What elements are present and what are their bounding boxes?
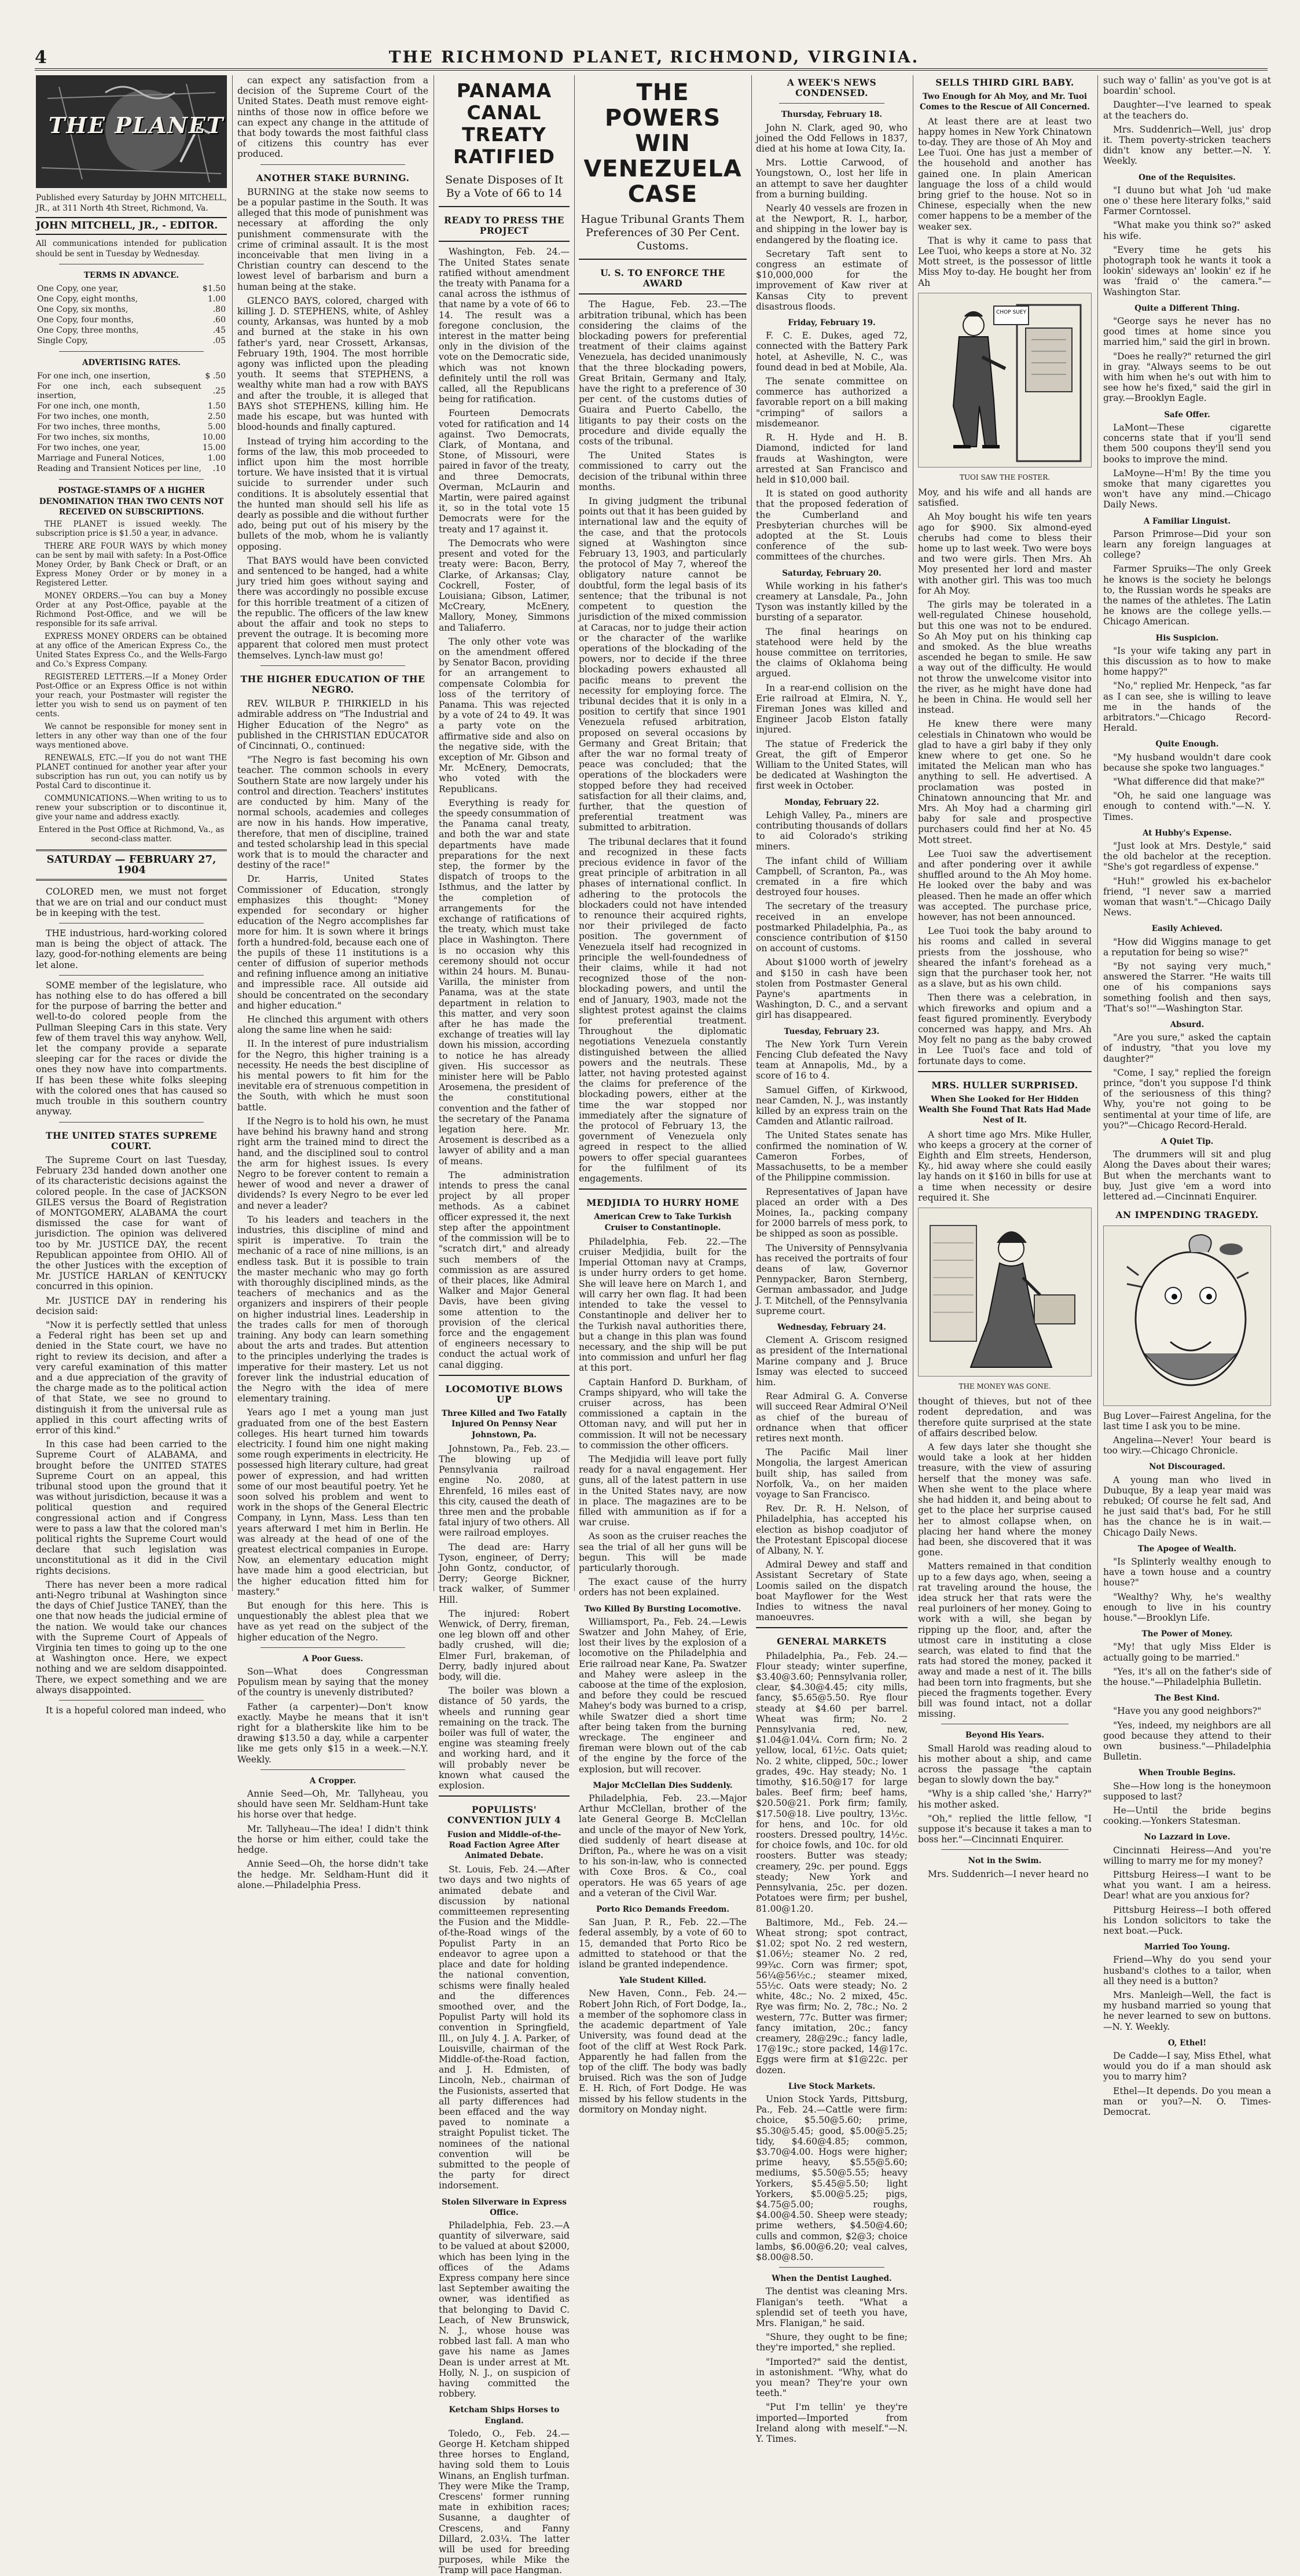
rate-row	[37, 382, 226, 400]
column-5	[756, 75, 908, 2445]
rate-value: .05	[212, 336, 226, 346]
joke-heading: No Lazzard in Love.	[1144, 1832, 1231, 1842]
rate-row	[37, 326, 226, 335]
article-paragraph: Mr. JUSTICE DAY in rendering his decision said:	[36, 1295, 227, 1316]
news-item: About $1000 worth of jewelry and $150 in cash have been stolen from Postmaster General Payne's apartments in Washington, D. C., and a servant girl has disappeared.	[756, 957, 908, 1021]
rate-label: One Copy, six months,	[37, 305, 128, 315]
rate-label: One Copy, four months,	[37, 315, 134, 325]
joke-heading: Not Discouraged.	[1149, 1462, 1225, 1472]
joke-heading: The Power of Money.	[1141, 1629, 1233, 1639]
newspaper-location: RICHMOND, VIRGINIA.	[670, 47, 920, 67]
joke-heading: A Quiet Tip.	[1161, 1137, 1214, 1147]
article-paragraph: The only other vote was on the amendment offered by Senator Bacon, providing for an arrangement to compensate Colombia for loss of the territory of Panama. This was rejected by a vote of 24 to 49. It was a party vote on the affirmative side and also on the negative side, with the exception of Mr. Gibson and Mr. McEnery, Democrats, who voted with the Republicans.	[439, 636, 570, 794]
article-heading: Live Stock Markets.	[788, 2081, 876, 2091]
article-paragraph: Son—What does Congressman Populism mean by saying that the money of the country is unevenly distributed?	[237, 1666, 428, 1698]
news-item: The New York Turn Verein Fencing Club defeated the Navy team at Annapolis, Md., by a score of 16 to 4.	[756, 1039, 908, 1081]
joke-heading: When Trouble Begins.	[1139, 1768, 1236, 1778]
joke-line: De Cadde—I say, Miss Ethel, what would you do if a man should ask you to marry him?	[1103, 2051, 1271, 2082]
rate-value: 1.50	[207, 402, 226, 411]
article-paragraph: Moy, and his wife and all hands are satisfied.	[918, 487, 1092, 509]
rate-value: 15.00	[202, 443, 226, 453]
news-item: The final hearings on statehood were held by the house committee on territories, the claims of Oklahoma being argued.	[756, 626, 908, 679]
article-paragraph: The exact cause of the hurry orders has not been explained.	[579, 1577, 747, 1598]
article-paragraph: Mrs. Suddenrich—I never heard no	[928, 1868, 1089, 1879]
article-subheading: Three Killed and Two Fatally Injured On Pennsy Near Johnstown, Pa.	[442, 1409, 567, 1440]
article-paragraph: Lee Tuoi saw the advertisement and after pondering over it awhile shuffled around to the Ah Moy home. He looked over the baby and was pleased. Then he made an offer which was accepted. The purchase price, however, has not been announced.	[918, 848, 1092, 922]
news-item: Representatives of Japan have placed an order with a Des Moines, Ia., packing company for 2000 barrels of mess pork, to be shipped as soon as possible.	[756, 1186, 908, 1239]
joke-line: Parson Primrose—Did your son learn any foreign languages at college?	[1103, 528, 1271, 561]
rate-label: One Copy, three months,	[37, 326, 139, 336]
joke-line: The drummers will sit and plug Along the Daves about their wares; But when the merchants want to buy, Just give 'em a word into lettered ad.—Cincinnati Enquirer.	[1103, 1149, 1271, 1202]
article-paragraph: Daughter—I've learned to speak at the teachers do.	[1103, 100, 1271, 121]
article-paragraph: New Haven, Conn., Feb. 24.—Robert John Rich, of Fort Dodge, Ia., a member of the sophomore class in the academic department of Yale University, was found dead at the foot of the cliff at West Rock Park. Apparently he had fallen from the top of the cliff. The body was badly bruised. Rich was the son of Judge E. H. Rich, of Fort Dodge. He was missed by his fellow students in the dormitory on Monday night.	[579, 1988, 747, 2115]
article-heading: POPULISTS' CONVENTION JULY 4	[447, 1804, 561, 1826]
date-subheading: Wednesday, February 24.	[777, 1322, 886, 1332]
article-subheading: American Crew to Take Turkish Cruiser to Constantinople.	[594, 1212, 732, 1232]
article-paragraph: II. In the interest of pure industrialism for the Negro, this higher training is a necessity. He needs the best discipline of his mental powers to fit him for the inevitable era of strenuous competition in the South, with which he must soon battle.	[237, 1039, 428, 1113]
news-item: In a rear-end collision on the Erie railroad at Elmira, N. Y., Fireman Jones was killed and Engineer Jacob Elston fatally injured.	[756, 682, 908, 735]
article-heading: MEDJIDIA TO HURRY HOME	[586, 1197, 739, 1209]
article-paragraph: such way o' fallin' as you've got is at boardin' school.	[1103, 75, 1271, 97]
article-subheading: When She Looked for Her Hidden Wealth She Found That Rats Had Made Nest of It.	[919, 1095, 1091, 1125]
rate-value: 2.50	[207, 412, 226, 422]
joke-heading: The Best Kind.	[1154, 1694, 1220, 1703]
joke-line: "Wealthy? Why, he's wealthy enough to live in his country house."—Brooklyn Life.	[1103, 1591, 1271, 1623]
rate-value: .80	[212, 305, 226, 315]
rate-label: One Copy, eight months,	[37, 295, 138, 304]
rate-value: .45	[212, 326, 226, 336]
column-rule	[574, 75, 575, 1591]
notice: COMMUNICATIONS.—When writing to us to renew your subscription or to discontinue it, give your name and address exactly.	[36, 794, 227, 822]
article-paragraph: In giving judgment the tribunal points out that it has been guided by international law and the equity of the case, and that the protocols signed at Washington since February 13, 1903, and particularly the protocol of May 7, whereof the obligatory nature cannot be doubtful, form the legal basis of its sentence; that the tribunal is not competent to question the jurisdiction of the mixed commission at Caracas, nor to judge their action or the character of the warlike operations of the blockading of the powers, nor to decide if the three blockading powers exhausted all pacific means to prevent the necessity for employing force. The tribunal decides that it is only in a position to certify that since 1901 Venezuela refused arbitration, proposed on several occasions by Germany and Great Britain; that after the war no formal treaty of peace was concluded; that the operations of the blockaders were stopped before they had received satisfaction for all their claims, and, further, that the question of preferential treatment was submitted to arbitration.	[579, 496, 747, 833]
joke-line: "My! that ugly Miss Elder is actually going to be married."	[1103, 1642, 1271, 1663]
masthead	[35, 45, 1268, 71]
joke-line: She—How long is the honeymoon supposed to last?	[1103, 1780, 1271, 1802]
joke-line: "Yes, it's all on the father's side of the house."—Philadelphia Bulletin.	[1103, 1666, 1271, 1687]
joke-line: "What make you think so?" asked his wife.	[1103, 220, 1271, 241]
date-subheading: Saturday, February 20.	[782, 568, 882, 578]
news-item: The secretary of the treasury received in an envelope postmarked Philadelphia, Pa., as conscience contribution of $150 on account of customs.	[756, 901, 908, 954]
article-paragraph: St. Louis, Feb. 24.—After two days and two nights of animated debate and discussion by national committeemen representing the Fusion and the Middle-of-the-Road wings of the Populist Party in an endeavor to agree upon a place and date for holding the national convention, schisms were finally healed and the differences smoothed over, and the Populist Party will hold its convention in Springfield, Ill., on July 4. J. A. Parker, of Louisville, chairman of the Middle-of-the-Road faction, and J. H. Edmisten, of Lincoln, Neb., chairman of the Fusionists, asserted that all party differences had been effaced and the way paved to nominate a straight Populist ticket. The nominees of the national convention will be submitted to the people of the party for direct indorsement.	[439, 1864, 570, 2191]
article-paragraph: GLENCO BAYS, colored, charged with killing J. D. STEPHENS, white, of Ashley county, Arkansas, was hunted by a mob and burned at the stake in his own father's yard, near Crossett, Arkansas, February 19th, 1904. The most horrible agony was inflicted upon the pleading youth. It seems that STEPHENS, a wealthy white man had a row with BAYS and after the trouble, it is alleged that BAYS shot STEPHENS, killing him. He made his escape, but was hunted with blood-hounds and finally captured.	[237, 295, 428, 433]
article-paragraph: Lee Tuoi took the baby around to his rooms and called in several priests from the josshouse, who sheared the infant's forehead as a sign that the purchaser took her, not as a slave, but as his own child.	[918, 926, 1092, 989]
rate-row	[37, 454, 226, 463]
headline: THE POWERS WIN VENEZUELA CASE	[583, 79, 742, 208]
news-item: R. H. Hyde and H. B. Diamond, indicted for land frauds at Washington, were arrested at San Francisco and held in $10,000 bail.	[756, 432, 908, 485]
joke-line: "I duuno but what Joh 'ud make one o' these here literary folks," said Farmer Corntossel.	[1103, 185, 1271, 217]
terms-heading: TERMS IN ADVANCE.	[83, 271, 179, 281]
rate-row	[37, 371, 226, 381]
article-heading: SELLS THIRD GIRL BABY.	[935, 77, 1074, 88]
rate-value: 1.00	[207, 295, 226, 304]
article-paragraph: The tribunal declares that it found and recognized in these facts precious evidence in favor of the great principle of arbitration in all phases of international conflict. In adhering to the protocols the blockaders could not have intended to renounce their acquired rights, nor their privileged de facto position. The government of Venezuela itself had recognized in principle the well-foundedness of their claims, while it had not recognized those of the non-blockading powers, and until the end of January, 1903, made not the slightest protest against the claims for preferential treatment. Throughout the diplomatic negotiations Venezuela constantly distinguished between the allied powers and the neutrals. These latter, not having protested against the claims for preference of the blockading powers, either at the time the war stopped nor immediately after the signature of the protocol of February 13, the government of Venezuela only agreed in respect to the allied powers to offer special guarantees for the fulfilment of its engagements.	[579, 836, 747, 1184]
column-6	[918, 75, 1092, 1879]
joke-line: "Huh!" growled his ex-bachelor friend, "I never saw a married woman that wasn't."—Chicago Daily News.	[1103, 875, 1271, 918]
article-heading: A Cropper.	[309, 1776, 357, 1786]
notice: EXPRESS MONEY ORDERS can be obtained at any office of the American Express Co., the United States Express Co., and the Wells-Fargo and Co.'s Express Company.	[36, 632, 227, 669]
news-item: The University of Pennsylvania has received the portraits of four deans of law, Governor Pennypacker, Baron Sternberg, German ambassador, and Judge J. T. Mitchell, of the Pennsylvania supreme court.	[756, 1242, 908, 1316]
article-paragraph: Then there was a celebration, in which fireworks and opium and a feast figured prominently. Everybody concerned was happy, and Mrs. Ah Moy felt no pang as the baby crowed in Lee Tuoi's face and told of fortunate days to come.	[918, 992, 1092, 1066]
article-paragraph: Williamsport, Pa., Feb. 24.—Lewis Swatzer and John Mahey, of Erie, lost their lives by the explosion of a locomotive on the Philadelphia and Erie railroad near Kane, Pa. Swatzer and Mahey were asleep in the caboose at the time of the explosion, and before they could be rescued Mahey's body was burned to a crisp, while Swatzer died a short time after being taken from the burning wreckage. The engineer and fireman were blown out of the cab of the engine by the force of the explosion, but will recover.	[579, 1616, 747, 1775]
article-paragraph: REV. WILBUR P. THIRKIELD in his admirable address on "The Industrial and Higher Education of the Negro" as published in the CHRISTIAN EDUCATOR of Cincinnati, O., continued:	[237, 698, 428, 751]
article-paragraph: There has never been a more radical anti-Negro tribunal at Washington since the days of Chief Justice TANEY, than the one that now heads the judicial ermine of the nation. We would take our chances with the Supreme Court of Appeals of Virginia ten times to going up to the one at Washington once. Here, we expect nothing and we are seldom disappointed. There, we expect something and we are always disappointed.	[36, 1579, 227, 1695]
headline-deck: Senate Disposes of It By a Vote of 66 to 14	[445, 174, 563, 200]
rate-label: For two inches, three months,	[37, 422, 161, 432]
joke-line: A young man who lived in Dubuque, By a leap year maid was rebuked; Of course he felt sad, And he just said that's bad, For he still has the chance he is in wait.—Chicago Daily News.	[1103, 1474, 1271, 1538]
article-paragraph: A short time ago Mrs. Mike Huller, who keeps a grocery at the corner of Eighth and Elm streets, Henderson, Ky., hid away where she could easily lay hands on it $160 in bills for use at a time when necessity or desire required it. She	[918, 1129, 1092, 1203]
article-paragraph: "Oh," replied the little fellow, "I suppose it's because it takes a man to boss her."—Cincinnati Enquirer.	[918, 1813, 1092, 1845]
notice: REGISTERED LETTERS.—If a Money Order Post-Office or an Express Office is not within your reach, your Postmaster will register the letter you wish to send us on payment of ten cents.	[36, 672, 227, 719]
rate-row	[37, 422, 226, 432]
article-paragraph: Philadelphia, Feb. 23.—A quantity of silverware, said to be valued at about $2000, which has been lying in the offices of the Adams Express company here since last September awaiting the owner, was identified as that belonging to David C. Leach, of New Brunswick, N. J., whose house was robbed last fall. A man who gave his name as James Dean is under arrest at Mt. Holly, N. J., on suspicion of having committed the robbery.	[439, 2220, 570, 2400]
article-paragraph: Small Harold was reading aloud to his mother about a ship, and came across the passage "the captain began to slowly down the bay."	[918, 1743, 1092, 1786]
article-paragraph: "Why is a ship called 'she,' Harry?" his mother asked.	[918, 1789, 1092, 1810]
joke-line: Mrs. Manleigh—Well, the fact is my husband married so young that he never learned to sew on buttons.—N. Y. Weekly.	[1103, 1990, 1271, 2032]
joke-line: "Yes, indeed, my neighbors are all good because they attend to their own business."—Philadelphia Bulletin.	[1103, 1720, 1271, 1762]
rate-label: For one inch, one month,	[37, 402, 140, 411]
illustration-huller	[918, 1208, 1092, 1377]
article-paragraph: Matters remained in that condition up to a few days ago, when, seeing a rat traveling around the house, the idea struck her that rats were the real purloiners of her money. Going to work with a will, she began by ripping up the floor, and, after the utmost care in instituting a close search, was elated to find that the rats had stored the money, packed it away and made a nest of it. The bills had been torn into fragments, but she pieced the fragments together. Every bill was found intact, not a dollar missing.	[918, 1561, 1092, 1720]
joke-line: "Is Splinterly wealthy enough to have a town house and a country house?"	[1103, 1556, 1271, 1588]
article-paragraph: Ah Moy bought his wife ten years ago for $900. Six almond-eyed cherubs had come to bless their home up to last week. Two were boys and two were girls. Then Mrs. Ah Moy presented her lord and master with another girl. This was too much for Ah Moy.	[918, 511, 1092, 596]
joke-heading: Quite Enough.	[1155, 739, 1219, 749]
article-paragraph: The Hague, Feb. 23.—The arbitration tribunal, which has been considering the claims of the blockading powers for preferential treatment of their claims against Venezuela, has decided unanimously that the three blockading powers, Great Britain, Germany and Italy, have the right to a preference of 30 per cent. of the customs duties of Guaira and Puerto Cabello, the litigants to pay their costs on the procedure and divide equally the costs of the tribunal.	[579, 299, 747, 447]
news-item: The statue of Frederick the Great, the gift of Emperor William to the United States, will be dedicated at Washington the first week in October.	[756, 738, 908, 792]
rate-label: One Copy, one year,	[37, 284, 119, 294]
article-paragraph: Father (a carpenter)—Don't know exactly. Maybe he means that it isn't right for a blatherskite like him to be drawing $13.50 a day, while a carpenter like me gets only $15 in a week.—N.Y. Weekly.	[237, 1701, 428, 1765]
news-item: Nearly 40 vessels are frozen in at the Newport, R. I., harbor, and shipping in the lower bay is endangered by the floating ice.	[756, 203, 908, 245]
rate-label: Marriage and Funeral Notices,	[37, 454, 164, 463]
article-paragraph: The Democrats who were present and voted for the treaty were: Bacon, Berry, Clarke, of Arkansas; Clay, Cockrell, Foster, of Louisiana; Gibson, Latimer, McCreary, McEnery, Mallory, Money, Simmons and Taliaferro.	[439, 538, 570, 633]
article-paragraph: It is a hopeful colored man indeed, who	[46, 1705, 226, 1716]
planet-logo	[36, 75, 227, 188]
illustration-caption: TUOI SAW THE FOSTER.	[959, 473, 1051, 481]
rate-row	[37, 315, 226, 325]
date-subheading: Friday, February 19.	[788, 318, 876, 328]
article-paragraph: Captain Hanford D. Burkham, of Cramps shipyard, who will take the cruiser across, has been commissioned a captain in the Ottoman navy, and will put her in commission. It will not be necessary to commission the other officers.	[579, 1377, 747, 1451]
news-item: F. C. E. Dukes, aged 72, connected with the Battery Park hotel, at Asheville, N. C., was found dead in bed at Mobile, Ala.	[756, 330, 908, 373]
joke-line: Pittsburg Heiress—I want to be what you want. I am a heiress. Dear! what are you anxious for?	[1103, 1870, 1271, 1901]
joke-line: "Is your wife taking any part in this discussion as to how to make home happy?"	[1103, 645, 1271, 678]
rate-row	[37, 284, 226, 293]
joke-heading: The Apogee of Wealth.	[1137, 1544, 1237, 1554]
article-paragraph: The girls may be tolerated in a well-regulated Chinese household, but this one was not to be endured. So Ah Moy put on his thinking cap and smoked. As the blue wreaths ascended he began to smile. He saw a way out of the difficulty. He would not throw the unwelcome visitor into the river, as he might have done had he been in China. He would sell her instead.	[918, 599, 1092, 716]
rate-value: .60	[212, 315, 226, 325]
joke-line: LaMont—These cigarette concerns state that if you'll send them 500 coupons they'll send you books to improve the mind.	[1103, 422, 1271, 465]
article-paragraph: The Medjidia will leave port fully ready for a naval engagement. Her guns, all of the latest pattern in use in the United States navy, are now in place. The magazines are to be filled with ammunition as if for a war cruise.	[579, 1453, 747, 1528]
column-2	[237, 75, 429, 1890]
advertising-table	[36, 370, 227, 474]
joke-line: He—Until the bride begins cooking.—Yonkers Statesman.	[1103, 1805, 1271, 1827]
date-subheading: Tuesday, February 23.	[784, 1026, 880, 1036]
shop-sign-text: CHOP SUEY	[996, 309, 1026, 315]
article-paragraph: Annie Seed—Oh, the horse didn't take the hedge. Mr. Seldham-Hunt did it alone.—Philadelphia Press.	[237, 1859, 428, 1890]
article-paragraph: The United States is commissioned to carry out the decision of the tribunal within three months.	[579, 450, 747, 492]
joke-line: "How did Wiggins manage to get a reputation for being so wise?"	[1103, 936, 1271, 958]
editorial-paragraph: SOME member of the legislature, who has nothing else to do has offered a bill for the purpose of barring the better and well-to-do colored people from the Pullman Sleeping Cars in this state. Very few of them travel this way anyhow. Well, let the company provide a separate sleeping car for the races or divide the ones they now have into compartments. If has been these white folks sleeping with the colored ones that has caused so much trouble in this southern country anyway.	[36, 980, 227, 1117]
rate-value: 5.00	[207, 422, 226, 432]
joke-heading: His Suspicion.	[1155, 633, 1219, 643]
article-paragraph: The Supreme Court on last Tuesday, February 23d handed down another one of its characteristic decisions against the colored people. In the case of JACKSON GILES versus the Board of Registration of MONTGOMERY, ALABAMA the court dismissed the case for want of jurisdiction. The opinion was delivered too by Mr. JUSTICE DAY, the recent Republican appointee from OHIO. All of the other Justices with the exception of Mr. JUSTICE HARLAN of KENTUCKY concurred in this opinion.	[36, 1154, 227, 1292]
news-item: Admiral Dewey and staff and Assistant Secretary of State Loomis sailed on the dispatch boat Mayflower for the West Indies to witness the naval manoeuvres.	[756, 1559, 908, 1623]
news-item: The Pacific Mail liner Mongolia, the largest American built ship, has sailed from Norfolk, Va., on her maiden voyage to San Francisco.	[756, 1447, 908, 1500]
article-heading: Two Killed By Bursting Locomotive.	[584, 1604, 741, 1614]
rate-row	[37, 305, 226, 314]
market-report: Philadelphia, Pa., Feb. 24.—Flour steady; winter superfine, $3.40@3.60; Pennsylvania roller, clear, $4.30@4.45; city mills, fancy, $5.65@5.50. Rye flour steady at $4.60 per barrel. Wheat was firm; No. 2 Pennsylvania red, new, $1.04@1.04¼. Corn firm; No. 2 yellow, local, 61½c. Oats quiet; No. 2 white, clipped, 50c.; lower grades, 49c. Hay steady; No. 1 timothy, $16.50@17 for large bales. Beef firm; beef hams, $20.50@21. Pork firm; family, $17.50@18. Live poultry, 13½c. for hens, and 10c. for old roosters. Dressed poultry, 14½c. for choice fowls, and 10c. for old roosters. Butter was steady; creamery, 29c. per pound. Eggs steady; New York and Pennsylvania, 25c. per dozen. Potatoes were firm; per bushel, 81.00@1.20.	[756, 1650, 908, 1914]
rate-label: For one inch, each subsequent insertion,	[37, 382, 201, 401]
joke-line: Angelina—Never! Your beard is too wiry.—Chicago Chronicle.	[1103, 1434, 1271, 1456]
chinatown-illustration-icon	[919, 293, 1091, 467]
joke-line: "Every time he gets his photograph took he wants it took a lookin' sideways an' lookin' ez if he was 'fraid o' the camera."—Washington Star.	[1103, 244, 1271, 297]
rate-row	[37, 295, 226, 304]
article-paragraph: The injured: Robert Wenwick, of Derry, fireman, one leg blown off and other badly crushed, will die; Elmer Furl, brakeman, of Derry, badly injured about body, will die.	[439, 1608, 570, 1683]
article-paragraph: The dead are: Harry Tyson, engineer, of Derry; John Gontz, conductor, of Derry; George Bickner, track walker, of Summer Hill.	[439, 1541, 570, 1605]
joke-line: Ethel—It depends. Do you mean a man or you?—N. O. Times-Democrat.	[1103, 2085, 1271, 2118]
rate-row	[37, 412, 226, 421]
page-number: 4	[35, 47, 47, 68]
rate-label: For two inches, one year,	[37, 443, 141, 453]
article-heading: Yale Student Killed.	[619, 1976, 707, 1986]
article-paragraph: Everything is ready for the speedy consummation of the Panama canal treaty, and both the war and state departments have made preparations for the next step, the former by the dispatch of troops to the Isthmus, and the latter by the completion of arrangements for the exchange of ratifications of the treaty, which must take place in Washington. There is no occasion why this ceremony should not occur within 24 hours. M. Bunau-Varilla, the minister from Panama, was at the state department in relation to this matter, and very soon after he has made the exchange of treaties will lay down his mission, according to notice he has already given. His successor as minister here will be Pablo Arosemena, the president of the constitutional convention and the father of the secretary of the Panama legation here. Mr. Arosement is described as a lawyer of ability and a man of means.	[439, 797, 570, 1166]
editorial-paragraph: THE industrious, hard-working colored man is being the object of attack. The lazy, good-for-nothing elements are being let alone.	[36, 928, 227, 970]
news-item: It is stated on good authority that the proposed federation of the Cumberland and Presbyterian churches will be adopted at the St. Louis conference of the sub-committees of the churches.	[756, 488, 908, 562]
article-heading: When the Dentist Laughed.	[772, 2274, 892, 2284]
article-paragraph: "Put I'm tellin' ye they're imported—Imported from Ireland along with meself."—N. Y. Times.	[756, 2402, 908, 2445]
date-subheading: Thursday, February 18.	[781, 110, 883, 120]
article-paragraph: can expect any satisfaction from a decision of the Supreme Court of the United States. Death must remove eight-ninths of those now in office before we can expect any change in the attitude of that body towards the most faithful class of citizens this country has ever produced.	[237, 75, 428, 160]
news-item: Secretary Taft sent to congress an estimate of $10,000,000 for the improvement of Kaw river at Kansas City to prevent disastrous floods.	[756, 248, 908, 312]
rate-label: For one inch, one insertion,	[37, 371, 150, 381]
article-heading: MRS. HULLER SURPRISED.	[931, 1079, 1078, 1091]
stamps-notice: POSTAGE-STAMPS OF A HIGHER DENOMINATION THAN TWO CENTS NOT RECEIVED ON SUBSCRIPTIONS.	[39, 486, 224, 517]
notice: MONEY ORDERS.—You can buy a Money Order at any Post-Office, payable at the Richmond Post-Office, and we will be responsible for its safe arrival.	[36, 591, 227, 629]
article-paragraph: Fourteen Democrats voted for ratification and 14 against. Two Democrats, Clark, of Montana, and Stone, of Missouri, were paired in favor of the treaty, and three Democrats, Overman, McLaurin and Martin, were paired against it, so in the total vote 15 Democrats were for the treaty and 17 against it.	[439, 408, 570, 535]
news-item: Rear Admiral G. A. Converse will succeed Rear Admiral O'Neil as chief of the bureau of ordnance when that officer retires next month.	[756, 1391, 908, 1444]
joke-line: Farmer Spruiks—The only Greek he knows is the society he belongs to, the Russian words he speaks are the names of the athletes. The Latin he knows are the college yells.—Chicago American.	[1103, 564, 1271, 627]
joke-line: LaMoyne—H'm! By the time you smoke that many cigarettes you won't have any mind.—Chicago Daily News.	[1103, 468, 1271, 510]
market-report: Union Stock Yards, Pittsburg, Pa., Feb. 24.—Cattle were firm: choice, $5.50@5.60; prime, $5.30@5.45; good, $5.00@5.25; tidy, $4.60@4.85; common, $3.70@4.00. Hogs were higher; prime heavy, $5.55@5.60; mediums, $5.50@5.55; heavy Yorkers, $5.45@5.50; light Yorkers, $5.00@5.25; pigs, $4.75@5.00; roughs, $4.00@4.50. Sheep were steady; prime wethers, $4.50@4.60; culls and common, $2@3; choice lambs, $6.00@6.20; veal calves, $8.00@8.50.	[756, 2093, 908, 2262]
article-paragraph: A few days later she thought she would take a look at her hidden treasure, with the view of assuring herself that the money was safe. When she went to the place where she had hidden it, and being about to get to the place her surprise caused her to almost collapse when, on placing her hand where the money had been, she discovered that it was gone.	[918, 1442, 1092, 1558]
rate-value: .10	[212, 464, 226, 474]
headline-subdeck: U. S. TO ENFORCE THE AWARD	[600, 267, 725, 289]
column-3	[439, 75, 570, 2576]
rate-value: 10.00	[202, 433, 226, 443]
article-paragraph: Instead of trying him according to the forms of the law, this mob proceeded to inflict upon him the most horrible torture. We have insisted that it is virtual suicide to surrender under such conditions. It is absolutely essential that the hunted man should sell his life as dearly as possible and die without further ado, being put out of his misery by the bullets of the mob, whom he is valiantly opposing.	[237, 436, 428, 552]
article-paragraph: That BAYS would have been convicted and sentenced to be hanged, had a white jury tried him goes without saying and there was accordingly no possible excuse for this horrible treatment of a citizen of the republic. The officers of the law knew about the affair and took no steps to prevent the outrage. It is becoming more apparent that colored men must protect themselves. Lynch-law must go!	[237, 555, 428, 661]
bug-lover-cartoon-icon	[1104, 1226, 1270, 1405]
column-rule	[232, 75, 233, 1591]
article-paragraph: Years ago I met a young man just graduated from one of the best Eastern colleges. His heart turned him towards electricity. I found him one night making some rough experiments in electricity. He possessed high literary culture, had great power of expression, and had written some of our most beautiful poetry. Yet he soon solved his problem and went to work in the shops of the General Electric Company, in Lynn, Mass. Less than ten years afterward I met him in Berlin. He was already at the head of one of the greatest electrical companies in Europe. Now, an elementary education might have made him a good electrician, but the higher education fitted him for mastery."	[237, 1407, 428, 1597]
joke-heading: Easily Achieved.	[1151, 924, 1223, 934]
rate-label: Single Copy,	[37, 336, 88, 346]
article-paragraph: As soon as the cruiser reaches the sea the trial of all her guns will be begun. This will be made particularly thorough.	[579, 1531, 747, 1573]
joke-line: Friend—Why do you send your husband's clothes to a tailor, when all they need is a button?	[1103, 1955, 1271, 1986]
rate-label: For two inches, six months,	[37, 433, 150, 443]
news-item: The United States senate has confirmed the nomination of W. Cameron Forbes, of Massachusetts, to be a member of the Philippine commission.	[756, 1130, 908, 1183]
article-paragraph: The boiler was blown a distance of 50 yards, the wheels and running gear remaining on the track. The boiler was full of water, the engine was steaming freely and working hard, and it will probably never be known what caused the explosion.	[439, 1686, 570, 1791]
rate-row	[37, 336, 226, 345]
article-paragraph: thought of thieves, but not of thee rodent depredation, and was therefore quite surprised at the state of affairs described below.	[918, 1396, 1092, 1438]
article-paragraph: "Now it is perfectly settled that unless a Federal right has been set up and denied in the State court, we have no right to review its decision, and after a very careful examination of this matter and a due appreciation of the gravity of the charge made as to the political action of that State, we see no ground to distinguish it from the universal rule as applied in this court affecting writs of error of this kind."	[36, 1319, 227, 1436]
article-heading: Major McClellan Dies Suddenly.	[593, 1780, 733, 1790]
rate-value: 1.00	[207, 454, 226, 463]
headline-deck: Hague Tribunal Grants Them Preferences of 30 Per Cent. Customs.	[581, 213, 745, 252]
rate-row	[37, 433, 226, 442]
news-item: The senate committee on commerce has authorized a favorable report on a bill making "crimping" of sailors a misdemeanor.	[756, 376, 908, 429]
joke-line: "By not saying very much," answered the Starrer. "He waits till one of his companions says something foolish and then says, 'That's so!'"—Washington Star.	[1103, 961, 1271, 1014]
article-paragraph: San Juan, P. R., Feb. 22.—The federal assembly, by a vote of 60 to 15, demanded that Porto Rico be admitted to statehood or that the island be granted independence.	[579, 1917, 747, 1970]
notice: THE PLANET is issued weekly. The subscription price is $1.50 a year, in advance.	[36, 520, 227, 539]
article-paragraph: "Shure, they ought to be fine; they're imported," she replied.	[756, 2332, 908, 2353]
article-heading: LOCOMOTIVE BLOWS UP	[445, 1383, 563, 1405]
headline-subdeck: READY TO PRESS THE PROJECT	[444, 215, 564, 237]
newspaper-name: THE RICHMOND PLANET,	[388, 47, 664, 67]
joke-line: "George says he never has no good times at home since you married him," said the girl in brown.	[1103, 316, 1271, 348]
news-item: While working in his father's creamery at Lansdale, Pa., John Tyson was instantly killed by the bursting of a separator.	[756, 580, 908, 623]
article-paragraph: "The Negro is fast becoming his own teacher. The common schools in every Southern State are now largely under his control and direction. Teachers' institutes are conducted by him. Many of the normal schools, academies and colleges are now in his hands. How imperative, therefore, that men of discipline, trained and tested scholarship lead in this special work that is to mould the character and destiny of the race!"	[237, 755, 429, 871]
terms-table	[36, 283, 227, 347]
headline: PANAMA CANAL TREATY RATIFIED	[453, 79, 555, 168]
joke-line: "Come, I say," replied the foreign prince, "don't you suppose I'd think of the seriousness of this thing? Why, you're not going to be sentimental at your time of life, are you?"—Chicago Record-Herald.	[1103, 1067, 1271, 1131]
joke-line: Pittsburg Heiress—I both offered his London solicitors to take the next boat.—Puck.	[1103, 1904, 1271, 1937]
article-paragraph: The administration intends to press the canal project by all proper methods. As a cabinet officer expressed it, the next step after the appointment of the commission will be to "scratch dirt," and already such members of the commission as are assured of their places, like Admiral Walker and Major General Davis, have been giving some attention to the provision of the clerical force and the engagement of engineers necessary to conduct the actual work of canal digging.	[439, 1169, 570, 1370]
joke-heading: At Hubby's Expense.	[1143, 828, 1232, 838]
article-heading: ANOTHER STAKE BURNING.	[256, 172, 410, 183]
news-item: Clement A. Griscom resigned as president of the International Marine company and J. Bruce Ismay was elected to succeed him.	[756, 1335, 908, 1388]
joke-line: "Does he really?" returned the girl in gray. "Always seems to be out with him when he's out with him to see how he's fixed," said the girl in gray.—Brooklyn Eagle.	[1103, 351, 1271, 404]
article-heading: THE HIGHER EDUCATION OF THE NEGRO.	[240, 673, 425, 695]
article-heading: Beyond His Years.	[965, 1731, 1045, 1740]
notice: THERE ARE FOUR WAYS by which money can be sent by mail with safety: In a Post-Office Money Order, by Bank Check or Draft, or an Express Money Order or by money in a Registered Letter.	[36, 542, 227, 588]
woman-illustration-icon	[919, 1208, 1091, 1376]
entered-notice: Entered in the Post Office at Richmond, Va., as second-class matter.	[38, 825, 225, 844]
cartoon-caption: Bug Lover—Fairest Angelina, for the last time I ask you to be mine.	[1103, 1410, 1271, 1431]
article-paragraph: Johnstown, Pa., Feb. 23.—The blowing up of Pennsylvania railroad engine No. 2080, at Ehrenfeld, 16 miles east of this city, caused the death of three men and the probable fatal injury of two others. All were railroad employes.	[439, 1443, 570, 1539]
rate-value: $1.50	[202, 284, 226, 294]
news-item: John N. Clark, aged 90, who joined the Odd Fellows in 1837, died at his home at Iowa City, Ia.	[756, 122, 908, 154]
article-paragraph: Washington, Feb. 24.—The United States senate ratified without amendment the treaty with Panama for a canal across the isthmus of that name by a vote of 66 to 14. The result was a foregone conclusion, the interest in the matter being only in the division of the vote on the Democratic side, which was not known definitely until the roll was called, all the Republicans being for ratification.	[439, 246, 570, 405]
column-rule	[1097, 75, 1098, 1591]
news-item: Samuel Giffen, of Kirkwood, near Camden, N. J., was instantly killed by an express train on the Camden and Atlantic railroad.	[756, 1084, 908, 1127]
illustration-tuoi	[918, 293, 1092, 468]
joke-heading: O, Ethel!	[1167, 2038, 1207, 2048]
article-subheading: Two Enough for Ah Moy, and Mr. Tuoi Comes to the Rescue of All Concerned.	[920, 92, 1090, 112]
article-paragraph: Philadelphia, Feb. 22.—The cruiser Medjidia, built for the Imperial Ottoman navy at Cramps, is under hurry orders to get home. She will leave here on March 1, and will carry her own flag. It had been intended to take the vessel to Constantinople and deliver her to the Turkish naval authorities there, but a change in this plan was found necessary, and the ship will be put into commission and unfurl her flag at this port.	[579, 1236, 747, 1374]
rate-row	[37, 443, 226, 452]
news-item: Lehigh Valley, Pa., miners are contributing thousands of dollars to aid Colorado's striking miners.	[756, 809, 908, 852]
article-paragraph: He clinched this argument with others along the same line when he said:	[237, 1014, 428, 1036]
notice: We cannot be responsible for money sent in letters in any other way than one of the four ways mentioned above.	[36, 722, 227, 750]
article-paragraph: Dr. Harris, United States Commissioner of Education, strongly emphasizes this thought: "Money expended for secondary or higher education of the Negro accomplishes far more for him. It is sown where it brings forth a hundred-fold, because each one of the pupils of these 11 institutions is a center of diffusion of superior methods and refining influence among an initiative and impressible race. All outside aid should be concentrated on the secondary and higher education."	[237, 874, 428, 1011]
article-paragraph: That is why it came to pass that Lee Tuoi, who keeps a store at No. 32 Mott street, is the possessor of little Miss Moy to-day. He bought her from Ah	[918, 235, 1092, 288]
joke-heading: Quite a Different Thing.	[1134, 303, 1240, 313]
newspaper-title	[35, 47, 1268, 67]
communications-notice: All communications intended for publication should be sent in Tuesday by Wednesday.	[36, 238, 227, 259]
article-heading: GENERAL MARKETS	[777, 1636, 887, 1647]
article-heading: A Poor Guess.	[302, 1654, 363, 1664]
rate-row	[37, 402, 226, 411]
joke-line: "Just look at Mrs. Destyle," said the old bachelor at the reception. "She's got regardless of expense."	[1103, 841, 1271, 873]
article-paragraph: Philadelphia, Feb. 23.—Major Arthur McClellan, brother of the late General George B. McClellan and uncle of the mayor of New York, died suddenly of heart disease at Drifton, Pa., where he was on a visit to his son-in-law, who is connected with Coxe Bros. & Co., coal operators. He was 65 years of age and a veteran of the Civil War.	[579, 1793, 747, 1898]
article-paragraph: Annie Seed—Oh, Mr. Tallyheau, you should have seen Mr. Seldham-Hunt take his horse over that hedge.	[237, 1789, 428, 1820]
column-7	[1103, 75, 1271, 2118]
market-report: Baltimore, Md., Feb. 24.—Wheat strong; spot contract, $1.02; spot No. 2 red western, $1.06½; steamer No. 2 red, 99¾c. Corn was firmer; spot, 56¼@56½c.; steamer mixed, 55½c. Oats were steady; No. 2 white, 48c.; No. 2 mixed, 45c. Rye was firm; No. 2, 78c.; No. 2 western, 77c. Butter was firmer; fancy imitation, 20c.; fancy creamery, 28@29c.; fancy ladle, 17@19c.; store packed, 14@17c. Eggs were firm at $1@22c. per dozen.	[756, 1917, 908, 2075]
date-subheading: Monday, February 22.	[784, 797, 879, 807]
article-heading: A WEEK'S NEWS CONDENSED.	[787, 77, 877, 99]
cartoon-impending-tragedy	[1103, 1226, 1271, 1406]
joke-line: "No," replied Mr. Henpeck, "as far as I can see, she is willing to leave me in the hands of the arbitrators."—Chicago Record-Herald.	[1103, 680, 1271, 734]
article-heading: THE UNITED STATES SUPREME COURT.	[45, 1129, 218, 1151]
publisher-notice: Published every Saturday by JOHN MITCHELL, JR., at 311 North 4th Street, Richmond, Va.	[36, 193, 227, 214]
editor-line: JOHN MITCHELL, JR., - EDITOR.	[36, 217, 227, 234]
joke-line: "Have you any good neighbors?"	[1113, 1706, 1262, 1717]
rate-value: .25	[212, 387, 226, 396]
article-paragraph: In this case had been carried to the Supreme Court of ALABAMA, and brought before the UNITED STATES Supreme Court on an appeal, this tribunal stood upon the ground that it was without jurisdiction, because it was a political question and required congressional action and if Congress were to pass a law that the colored man's political rights the Supreme Court would declare that such legislation was unconstitutional as it did in the Civil rights decisions.	[36, 1439, 227, 1576]
article-subheading: Fusion and Middle-of-the-Road Faction Agree After Animated Debate.	[447, 1830, 561, 1861]
article-paragraph: BURNING at the stake now seems to be a popular pastime in the South. It was alleged that this mode of punishment was necessary at affording the only punishment commensurate with the crime of criminal assault. It is the most inconceivable that men living in a Christian country can descend to the lowest level of barbarism and burn a human being at the stake.	[237, 186, 428, 292]
logo-text: THE PLANET	[49, 112, 225, 138]
editorial-paragraph: COLORED men, we must not forget that we are on trial and our conduct must be in keeping with the test.	[36, 886, 227, 918]
article-paragraph: Mrs. Suddenrich—Well, jus' drop it. Them poverty-stricken teachers didn't know any better.—N. Y. Weekly.	[1103, 124, 1271, 167]
article-heading: Ketcham Ships Horses to England.	[449, 2405, 560, 2426]
article-paragraph: "Imported?" said the dentist, in astonishment. "Why, what do you mean? They're your own teeth."	[756, 2356, 908, 2399]
rate-label: For two inches, one month,	[37, 412, 149, 422]
article-paragraph: The dentist was cleaning Mrs. Flanigan's teeth. "What a splendid set of teeth you have, Mrs. Flanigan," he said.	[756, 2286, 908, 2329]
issue-date: SATURDAY — FEBRUARY 27, 1904	[36, 849, 227, 881]
joke-line: "My husband wouldn't dare cook because she spoke two languages."	[1103, 752, 1271, 773]
article-heading: Porto Rico Demands Freedom.	[596, 1905, 730, 1915]
article-paragraph: But enough for this here. This is unquestionably the ablest plea that we have as yet read on the subject of the higher education of the Negro.	[237, 1600, 428, 1643]
article-paragraph: Toledo, O., Feb. 24.—George H. Ketcham shipped three horses to England, having sold them to Louis Winans, an English turfman. They were Mike the Tramp, Crescens' former running mate in exhibition races; Susanne, a daughter of Crescens, and Fanny Dillard, 2.03¼. The latter will be used for breeding purposes, while Mike the Tramp will pace Hangman.	[439, 2428, 570, 2576]
news-item: Rev. Dr. R. H. Nelson, of Philadelphia, has accepted his election as bishop coadjutor of the Protestant Episcopal diocese of Albany, N. Y.	[756, 1503, 908, 1556]
article-heading: Stolen Silverware in Express Office.	[442, 2197, 567, 2217]
illustration-caption: THE MONEY WAS GONE.	[959, 1382, 1051, 1391]
article-paragraph: If the Negro is to hold his own, he must have behind his brawny hand and strong right arm the trained mind to direct the hand, and the disciplined soul to control the arm for highest issues. Is every Negro to be forever content to remain a hewer of wood and never a drawer of dividends? Is every Negro to be ever led and never a leader?	[237, 1116, 428, 1211]
joke-line: "Are you sure," asked the captain of industry, "that you love my daughter?"	[1103, 1032, 1271, 1064]
joke-line: "Oh, he said one language was enough to contend with."—N. Y. Times.	[1103, 790, 1271, 822]
joke-heading: Married Too Young.	[1144, 1942, 1231, 1952]
joke-heading: Absurd.	[1170, 1020, 1204, 1030]
article-paragraph: At least there are at least two happy homes in New York Chinatown to-day. They are those of Ah Moy and Lee Tuoi. One has just a member of the household and another has gained one. In plain American language the loss of a child would bring grief to the house. Not so in Chinese, especially when the new comer happens to be a member of the weaker sex.	[918, 116, 1092, 232]
column-rule	[751, 75, 752, 1591]
column-4	[579, 75, 747, 2115]
rate-label: Reading and Transient Notices per line,	[37, 464, 201, 474]
cartoon-heading: AN IMPENDING TRAGEDY.	[1115, 1209, 1259, 1221]
joke-heading: A Familiar Linguist.	[1143, 516, 1231, 526]
article-paragraph: Mr. Tallyheau—The idea! I didn't think the horse or him either, could take the hedge.	[237, 1823, 428, 1856]
joke-heading: Safe Offer.	[1164, 410, 1210, 419]
news-item: The infant child of William Campbell, of Scranton, Pa., was cremated in a fire which destroyed four houses.	[756, 855, 908, 898]
rate-value: $ .50	[205, 371, 226, 381]
notice: RENEWALS, ETC.—If you do not want THE PLANET continued for another year after your subscription has run out, you can notify us by Postal Card to discontinue it.	[36, 753, 227, 791]
joke-heading: One of the Requisites.	[1139, 172, 1236, 182]
column-1	[36, 75, 227, 1716]
news-item: Mrs. Lottie Carwood, of Youngstown, O., lost her life in an attempt to save her daughter from a burning building.	[756, 157, 908, 200]
article-heading: Not in the Swim.	[968, 1856, 1042, 1866]
joke-line: Cincinnati Heiress—And you're willing to marry me for my money?	[1103, 1845, 1271, 1866]
advertising-heading: ADVERTISING RATES.	[82, 358, 181, 368]
article-paragraph: He knew there were many celestials in Chinatown who would be glad to have a girl baby if they only knew where to get one. So he imitated the Melican man who has anything to sell. He advertised. A proclamation was posted in Chinatown announcing that Mr. and Mrs. Ah Moy had a charming girl baby for sale and prospective purchasers could find her at No. 45 Mott street.	[918, 719, 1092, 845]
joke-line: "What difference did that make?"	[1113, 776, 1265, 787]
article-paragraph: To his leaders and teachers in the industries, this discipline of mind and spirit is imperative. To train the mechanic of a race of nine millions, is an endless task. But it is possible to train the master mechanic who may go forth with thoroughly disciplined minds, as the teachers of mechanics and as the organizers and inspirers of their people on higher industrial lines. Leadership in the trades calls for men of thorough training. Any body can learn something about the arts and trades. But attention to the principles underlying the trades is imperative for their mastery. Let us not forever link the industrial education of the Negro with the idea of mere elementary training.	[237, 1214, 428, 1404]
rate-row	[37, 464, 226, 473]
